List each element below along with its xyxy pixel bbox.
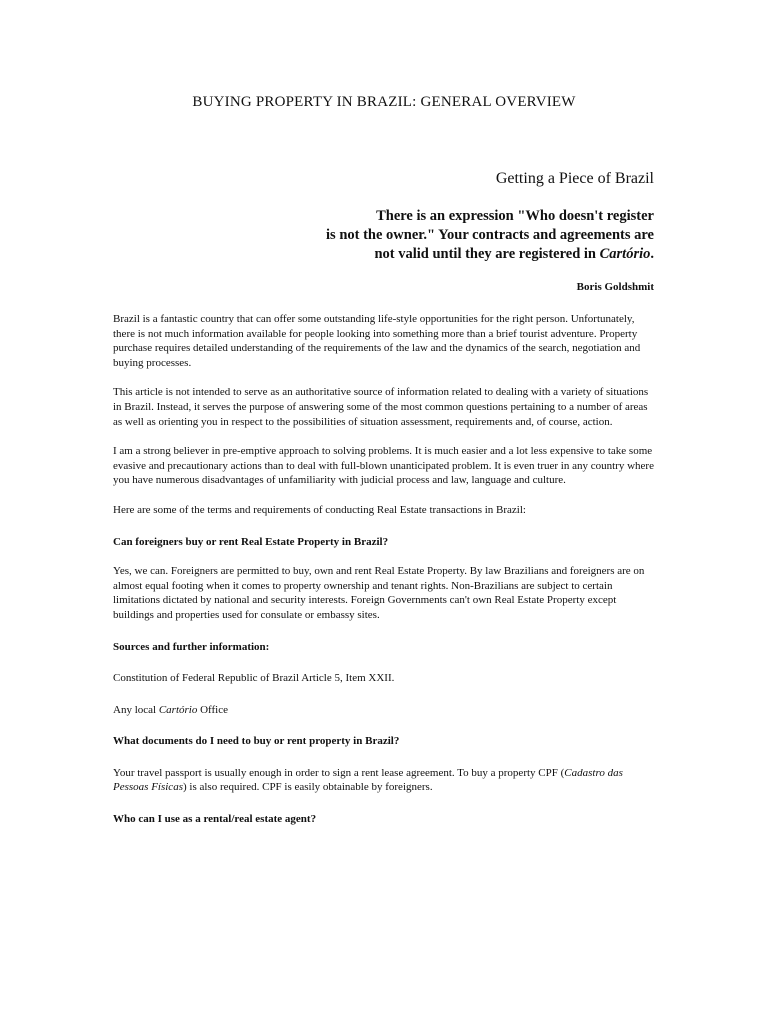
documents-answer-pre: Your travel passport is usually enough in order to sign a rent lease agreement. To buy a property CPF ( <box>113 766 565 779</box>
document-title: BUYING PROPERTY IN BRAZIL: GENERAL OVERVIEW <box>192 94 576 110</box>
quote-line-1: There is an expression "Who doesn't register <box>376 208 654 224</box>
cartorio-office-pre: Any local <box>113 703 159 716</box>
documents-answer-post: ) is also required. CPF is easily obtainable by foreigners. <box>182 781 433 794</box>
question-foreigners: Can foreigners buy or rent Real Estate Property in Brazil? <box>113 535 389 548</box>
document-subtitle: Getting a Piece of Brazil <box>495 170 654 187</box>
heading-sources: Sources and further information: <box>113 640 270 653</box>
epigraph-quote <box>326 207 654 264</box>
question-documents: What documents do I need to buy or rent property in Brazil? <box>113 735 400 748</box>
paragraph-intro: Brazil is a fantastic country that can offer some outstanding life-style opportunities for the right person. Unfortunately, there is not much information available for people looking into something more than a brief tourist adventure. Property purchase requires detailed understanding of the requirements of the law and the dynamics of the search, negotiation and buying processes. <box>113 313 641 369</box>
paragraph-constitution: Constitution of Federal Republic of Brazil Article 5, Item XXII. <box>113 672 395 685</box>
quote-line-3-end: . <box>650 246 654 262</box>
question-agent: Who can I use as a rental/real estate agent? <box>113 813 317 826</box>
quote-cartorio-term: Cartório <box>599 246 651 262</box>
paragraph-documents-answer <box>113 766 658 795</box>
paragraph-preemptive: I am a strong believer in pre-emptive approach to solving problems. It is much easier and a lot less expensive to take some evasive and precautionary actions than to deal with full-blown unanticipated problem. It is even truer in any country where you have numerous disadvantages of unfamiliarity with judicial process and law, language and culture. <box>113 445 654 487</box>
paragraph-foreigners-answer: Yes, we can. Foreigners are permitted to buy, own and rent Real Estate Property. By law Brazilians and foreigners are on almost equal footing when it comes to property ownership and tenant rights. Non-Brazilians are subject to certain limitations dictated by national and security interests. Foreign Governments can't own Real Estate Property except buildings and properties used for consulate or embassy sites. <box>113 565 645 621</box>
paragraph-purpose: This article is not intended to serve as an authoritative source of information related to dealing with a variety of situations in Brazil. Instead, it serves the purpose of answering some of the most common questions pertaining to a number of areas as well as orienting you in respect to the possibilities of situation assessment, requirements and, of course, action. <box>113 386 649 428</box>
cartorio-office-term: Cartório <box>158 703 198 716</box>
quote-line-3 <box>326 245 654 264</box>
cpf-term: Cadastro das Pessoas Físicas <box>113 766 623 794</box>
paragraph-cartorio-office <box>113 703 658 718</box>
quote-line-2: is not the owner." Your contracts and agreements are <box>326 227 654 243</box>
quote-line-3-text: not valid until they are registered in <box>374 246 600 262</box>
cartorio-office-post: Office <box>197 703 228 716</box>
paragraph-terms-intro: Here are some of the terms and requirements of conducting Real Estate transactions in Brazil: <box>113 503 526 516</box>
author-name: Boris Goldshmit <box>576 281 654 293</box>
article-body <box>113 312 658 842</box>
